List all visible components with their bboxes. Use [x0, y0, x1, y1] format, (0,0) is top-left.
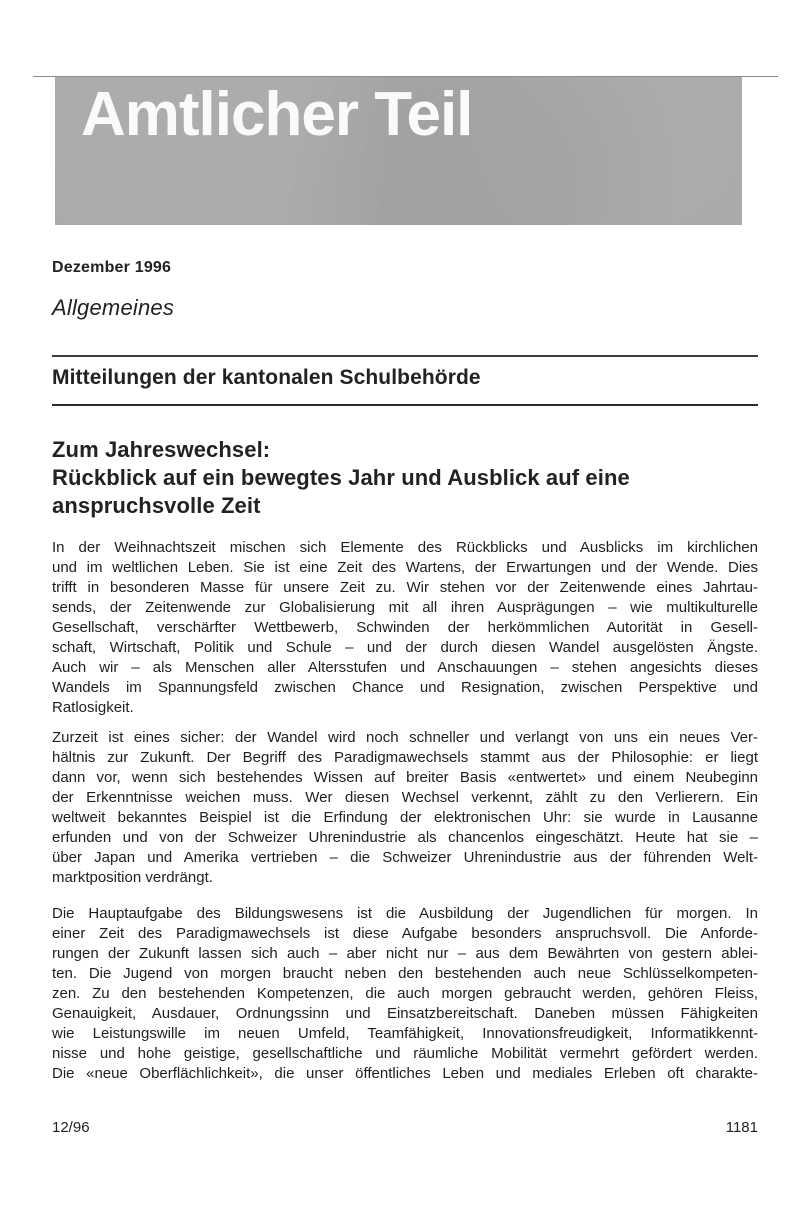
article-title-line: Zum Jahreswechsel:: [52, 437, 271, 462]
text-line: trifft in besonderen Masse für unsere Zeit zu. Wir stehen vor der Zeitenwende eines Jahrtau-: [52, 579, 758, 596]
text-line: einer Zeit des Paradigmawechsels ist diese Aufgabe besonders anspruchsvoll. Die Anforde-: [52, 925, 758, 942]
heading-rule-bottom: [52, 404, 758, 406]
page-footer: [52, 1119, 758, 1136]
masthead-banner: [55, 77, 742, 225]
text-line: dann vor, wenn sich bestehendes Wissen auf breiter Basis «entwertet» und einem Neubeginn: [52, 769, 758, 786]
text-line: Auch wir – als Menschen aller Altersstufen und Anschauungen – stehen angesichts dieses: [52, 659, 758, 676]
text-line: erfunden und von der Schweizer Uhrenindustrie als chancenlos eingeschätzt. Heute hat sie –: [52, 829, 758, 846]
text-line: ten. Die Jugend von morgen braucht neben den bestehenden auch neue Schlüsselkompeten-: [52, 965, 758, 982]
text-line: Gesellschaft, verschärfter Wettbewerb, Schwinden der herkömmlichen Autorität in Gesell-: [52, 619, 758, 636]
text-line: wie Leistungswille im neuen Umfeld, Teamfähigkeit, Innovationsfreudigkeit, Informatikkennt-: [52, 1025, 758, 1042]
article-paragraph: [52, 728, 758, 888]
text-line: Genauigkeit, Ausdauer, Ordnungssinn und Einsatzbereitschaft. Daneben müssen Fähigkeiten: [52, 1005, 758, 1022]
heading-rule-top: [52, 355, 758, 357]
text-line: und im weltlichen Leben. Sie ist eine Zeit des Wartens, der Erwartungen und der Wende. Dies: [52, 559, 758, 576]
banner-title: Amtlicher Teil: [81, 80, 473, 149]
issue-date: Dezember 1996: [52, 259, 172, 276]
article-title: [52, 436, 758, 520]
text-line: nisse und hohe geistige, gesellschaftliche und räumliche Mobilität vermehrt gefördert werden.: [52, 1045, 758, 1062]
text-line: zen. Zu den bestehenden Kompetenzen, die auch morgen gebraucht werden, gehören Fleiss,: [52, 985, 758, 1002]
text-line: Zurzeit ist eines sicher: der Wandel wird noch schneller und verlangt von uns ein neues Ver-: [52, 729, 758, 746]
article-paragraph: [52, 538, 758, 718]
footer-page-number: 1181: [725, 1119, 758, 1136]
text-line: der Erkenntnisse weichen muss. Wer diesen Wechsel verkennt, zählt zu den Verlierern. Ein: [52, 789, 758, 806]
text-line: schaft, Wirtschaft, Politik und Schule – und der durch diesen Wandel ausgelösten Ängste.: [52, 639, 758, 656]
text-line: In der Weihnachtszeit mischen sich Elemente des Rückblicks und Ausblicks im kirchlichen: [52, 539, 758, 556]
text-line: marktposition verdrängt.: [52, 869, 213, 886]
bulletin-heading: Mitteilungen der kantonalen Schulbehörde: [52, 366, 481, 389]
footer-issue-number: 12/96: [52, 1119, 90, 1136]
text-line: über Japan und Amerika vertrieben – die Schweizer Uhrenindustrie aus der führenden Welt-: [52, 849, 758, 866]
text-line: Ratlosigkeit.: [52, 699, 134, 716]
text-line: weltweit bekanntes Beispiel ist die Erfindung der elektronischen Uhr: sie wurde in Lausanne: [52, 809, 758, 826]
text-line: Die Hauptaufgabe des Bildungswesens ist die Ausbildung der Jugendlichen für morgen. In: [52, 905, 758, 922]
article-paragraph: [52, 904, 758, 1084]
text-line: rungen der Zukunft lassen sich auch – aber nicht nur – aus dem Bewährten von gestern ablei-: [52, 945, 758, 962]
text-line: sends, der Zeitenwende zur Globalisierung mit all ihren Ausprägungen – wie multikulturelle: [52, 599, 758, 616]
text-line: Die «neue Oberflächlichkeit», die unser öffentliches Leben und mediales Erleben oft charakte-: [52, 1065, 758, 1082]
text-line: hältnis zur Zukunft. Der Begriff des Paradigmawechsels stammt aus der Philosophie: er liegt: [52, 749, 758, 766]
article-title-line: anspruchsvolle Zeit: [52, 493, 261, 518]
section-title: Allgemeines: [52, 295, 175, 320]
text-line: Wandels im Spannungsfeld zwischen Chance und Resignation, zwischen Perspektive und: [52, 679, 758, 696]
article-title-line: Rückblick auf ein bewegtes Jahr und Ausblick auf eine: [52, 465, 630, 490]
